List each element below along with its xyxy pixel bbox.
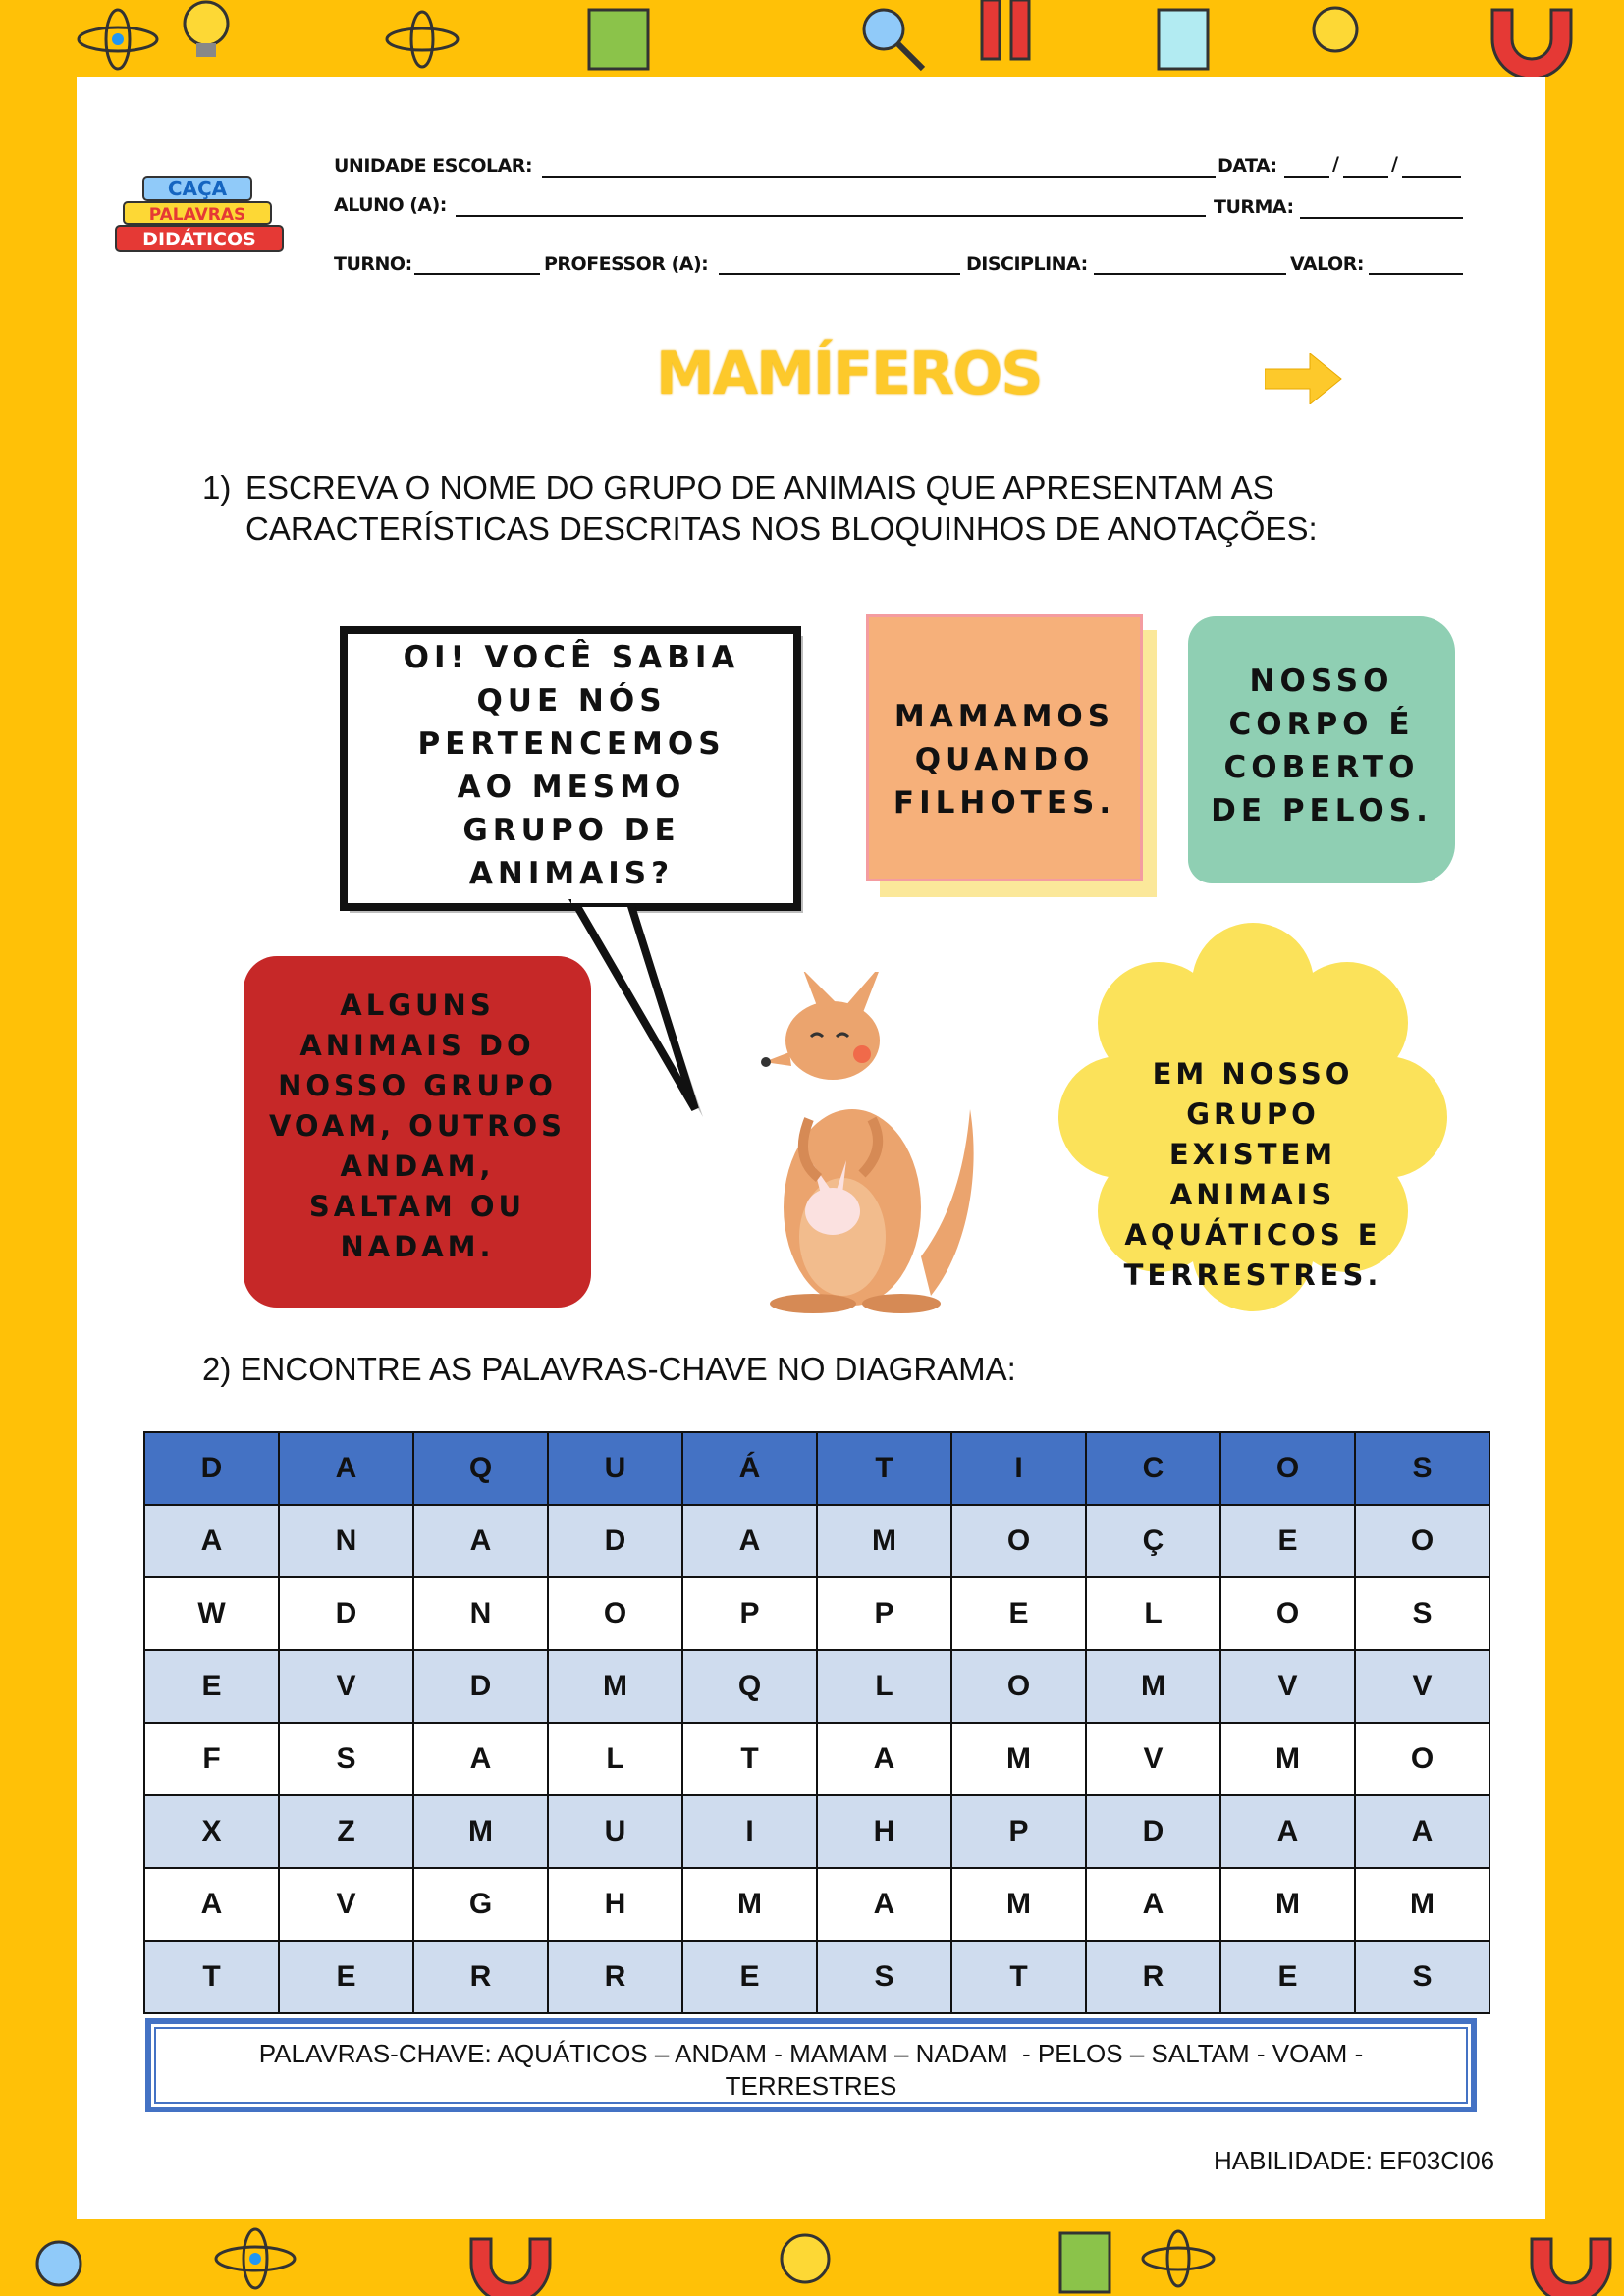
magnifier-icon [37, 2242, 81, 2285]
speech-line: PERTENCEMOS [417, 726, 726, 762]
grid-row [144, 1723, 1489, 1795]
grid-cell[interactable]: L [817, 1650, 951, 1723]
grid-cell[interactable]: A [144, 1505, 279, 1577]
grid-cell[interactable]: V [279, 1868, 413, 1941]
grid-cell[interactable]: H [548, 1868, 682, 1941]
grid-cell[interactable]: C [1086, 1432, 1220, 1505]
grid-cell[interactable]: A [413, 1505, 548, 1577]
grid-cell[interactable]: P [682, 1577, 817, 1650]
green-line: NOSSO [1249, 664, 1394, 699]
grid-cell[interactable]: A [817, 1868, 951, 1941]
beaker-icon [1159, 10, 1208, 69]
yellow-note-text [1056, 1054, 1449, 1296]
red-note-text [232, 986, 603, 1267]
professor-field[interactable] [719, 273, 960, 275]
grid-cell[interactable]: S [1355, 1432, 1489, 1505]
speech-line: ANIMAIS? [468, 856, 675, 891]
turno-field[interactable] [414, 273, 540, 275]
grid-cell[interactable]: D [279, 1577, 413, 1650]
grid-cell[interactable]: M [1086, 1650, 1220, 1723]
valor-field[interactable] [1369, 273, 1463, 275]
grid-cell[interactable]: I [682, 1795, 817, 1868]
grid-cell[interactable]: Q [413, 1432, 548, 1505]
logo-line3: DIDÁTICOS [142, 229, 256, 250]
grid-cell[interactable]: A [144, 1868, 279, 1941]
grid-cell[interactable]: E [1220, 1505, 1355, 1577]
atom-icon [1143, 2231, 1214, 2286]
red-line: VOAM, OUTROS [268, 1109, 567, 1143]
grid-cell[interactable]: I [951, 1432, 1086, 1505]
grid-row [144, 1505, 1489, 1577]
lightbulb-icon [185, 2, 228, 57]
grid-cell[interactable]: O [951, 1650, 1086, 1723]
flask-icon [1060, 2233, 1110, 2292]
yellow-line: ANIMAIS [1169, 1178, 1336, 1211]
yellow-line: TERRESTRES. [1123, 1258, 1382, 1292]
red-line: SALTAM OU [308, 1190, 526, 1223]
grid-cell[interactable]: F [144, 1723, 279, 1795]
question-1-number: 1) [202, 469, 232, 506]
grid-cell[interactable]: S [279, 1723, 413, 1795]
red-line: NOSSO GRUPO [278, 1069, 557, 1102]
speech-line: AO MESMO [457, 770, 686, 805]
grid-cell[interactable]: Q [682, 1650, 817, 1723]
grid-cell[interactable]: A [1086, 1868, 1220, 1941]
test-tube-icon [982, 0, 1029, 59]
logo-line2: PALAVRAS [148, 205, 246, 225]
grid-cell[interactable]: O [1355, 1723, 1489, 1795]
grid-cell[interactable]: S [1355, 1577, 1489, 1650]
disciplina-field[interactable] [1094, 273, 1286, 275]
keywords-line1: PALAVRAS-CHAVE: AQUÁTICOS – ANDAM - MAMAM – NADAM - PELOS – SALTAM - VOAM - [258, 2039, 1364, 2068]
unidade-escolar-label: UNIDADE ESCOLAR: [334, 155, 533, 177]
grid-cell[interactable]: R [1086, 1941, 1220, 2013]
grid-cell[interactable]: M [817, 1505, 951, 1577]
grid-cell[interactable]: T [144, 1941, 279, 2013]
orange-line: QUANDO [914, 742, 1095, 777]
grid-cell[interactable]: V [279, 1650, 413, 1723]
question-1-line2: CARACTERÍSTICAS DESCRITAS NOS BLOQUINHOS DE ANOTAÇÕES: [245, 510, 1318, 547]
grid-cell[interactable]: V [1086, 1723, 1220, 1795]
orange-note-text [866, 695, 1143, 825]
grid-cell[interactable]: R [413, 1941, 548, 2013]
green-note-text [1188, 660, 1455, 832]
keywords-box [145, 2018, 1477, 2112]
grid-cell[interactable]: E [951, 1577, 1086, 1650]
grid-cell[interactable]: U [548, 1795, 682, 1868]
grid-cell[interactable]: M [1220, 1868, 1355, 1941]
grid-row [144, 1868, 1489, 1941]
grid-cell[interactable]: D [144, 1432, 279, 1505]
flask-icon [589, 10, 648, 69]
aluno-label: ALUNO (A): [334, 194, 447, 216]
grid-cell[interactable]: T [951, 1941, 1086, 2013]
data-month-field[interactable] [1343, 176, 1388, 178]
yellow-line: GRUPO [1186, 1097, 1320, 1131]
question-2 [202, 1351, 1016, 1388]
grid-cell[interactable]: T [817, 1432, 951, 1505]
grid-row [144, 1795, 1489, 1868]
yellow-line: AQUÁTICOS E [1124, 1218, 1381, 1252]
grid-cell[interactable]: S [817, 1941, 951, 2013]
turma-label: TURMA: [1214, 196, 1294, 218]
disciplina-label: DISCIPLINA: [966, 253, 1088, 275]
worksheet [77, 77, 1545, 2219]
grid-cell[interactable]: O [1355, 1505, 1489, 1577]
grid-cell[interactable]: M [1220, 1723, 1355, 1795]
turma-field[interactable] [1300, 217, 1463, 219]
kangaroo-illustration [734, 972, 990, 1315]
orange-line: FILHOTES. [893, 785, 1116, 821]
grid-cell[interactable]: E [144, 1650, 279, 1723]
grid-cell[interactable]: O [1220, 1577, 1355, 1650]
grid-row [144, 1432, 1489, 1505]
grid-cell[interactable]: E [1220, 1941, 1355, 2013]
atom-icon [216, 2229, 295, 2288]
science-pattern-bottom [0, 2219, 1624, 2296]
red-line: ALGUNS [340, 988, 495, 1022]
grid-cell[interactable]: A [1355, 1795, 1489, 1868]
science-pattern-top [0, 0, 1624, 77]
grid-cell[interactable]: Z [279, 1795, 413, 1868]
orange-line: MAMAMOS [893, 699, 1115, 734]
caca-palavras-logo [114, 173, 291, 259]
question-2-text: ENCONTRE AS PALAVRAS-CHAVE NO DIAGRAMA: [240, 1351, 1016, 1387]
speech-line: QUE NÓS [476, 683, 667, 719]
atom-icon [387, 12, 458, 67]
grid-cell[interactable]: N [279, 1505, 413, 1577]
grid-cell[interactable]: M [951, 1868, 1086, 1941]
grid-cell[interactable]: O [1220, 1432, 1355, 1505]
data-sep-2: / [1391, 153, 1398, 175]
data-year-field[interactable] [1402, 176, 1461, 178]
grid-cell[interactable]: L [548, 1723, 682, 1795]
page-title: MAMÍFEROS [656, 340, 1042, 408]
grid-cell[interactable]: N [413, 1577, 548, 1650]
grid-row [144, 1577, 1489, 1650]
red-line: NADAM. [340, 1230, 495, 1263]
lightbulb-icon [1314, 8, 1357, 51]
grid-cell[interactable]: M [1355, 1868, 1489, 1941]
grid-cell[interactable]: E [682, 1941, 817, 2013]
question-2-number: 2) [202, 1351, 232, 1387]
grid-cell[interactable]: R [548, 1941, 682, 2013]
grid-cell[interactable]: M [682, 1868, 817, 1941]
yellow-line: EXISTEM [1168, 1138, 1337, 1171]
atom-icon [79, 10, 157, 69]
grid-cell[interactable]: O [548, 1577, 682, 1650]
grid-cell[interactable]: A [413, 1723, 548, 1795]
grid-cell[interactable]: Ç [1086, 1505, 1220, 1577]
professor-label: PROFESSOR (A): [544, 253, 709, 275]
green-line: DE PELOS. [1211, 793, 1433, 828]
grid-cell[interactable]: A [817, 1723, 951, 1795]
green-line: COBERTO [1223, 750, 1420, 785]
grid-cell[interactable]: M [951, 1723, 1086, 1795]
turno-label: TURNO: [334, 253, 412, 275]
arrow-right-icon [1265, 353, 1343, 404]
grid-cell[interactable]: D [1086, 1795, 1220, 1868]
grid-row [144, 1941, 1489, 2013]
valor-label: VALOR: [1290, 253, 1364, 275]
speech-line: GRUPO DE [462, 813, 680, 848]
speech-bubble-text [346, 636, 797, 895]
aluno-field[interactable] [456, 215, 1206, 217]
data-label: DATA: [1218, 155, 1277, 177]
grid-cell[interactable]: V [1355, 1650, 1489, 1723]
grid-cell[interactable]: D [413, 1650, 548, 1723]
grid-cell[interactable]: A [682, 1505, 817, 1577]
word-search-grid [143, 1431, 1490, 2014]
grid-cell[interactable]: W [144, 1577, 279, 1650]
magnet-icon [1492, 10, 1571, 77]
grid-cell[interactable]: P [817, 1577, 951, 1650]
grid-cell[interactable]: M [548, 1650, 682, 1723]
grid-cell[interactable]: M [413, 1795, 548, 1868]
grid-cell[interactable]: S [1355, 1941, 1489, 2013]
grid-cell[interactable]: E [279, 1941, 413, 2013]
data-day-field[interactable] [1284, 176, 1329, 178]
grid-cell[interactable]: V [1220, 1650, 1355, 1723]
lightbulb-icon [782, 2235, 829, 2282]
grid-cell[interactable]: G [413, 1868, 548, 1941]
grid-cell[interactable]: L [1086, 1577, 1220, 1650]
question-1-line1: ESCREVA O NOME DO GRUPO DE ANIMAIS QUE APRESENTAM AS [245, 469, 1274, 506]
red-line: ANDAM, [340, 1149, 495, 1183]
green-line: CORPO É [1228, 707, 1415, 742]
grid-cell[interactable]: P [951, 1795, 1086, 1868]
grid-cell[interactable]: A [279, 1432, 413, 1505]
keywords-line2: TERRESTRES [725, 2071, 897, 2101]
yellow-line: EM NOSSO [1152, 1057, 1354, 1091]
grid-row [144, 1650, 1489, 1723]
grid-cell[interactable]: A [1220, 1795, 1355, 1868]
speech-line: OI! VOCÊ SABIA [403, 640, 740, 675]
logo-line1: CAÇA [167, 177, 228, 200]
grid-cell[interactable]: O [951, 1505, 1086, 1577]
unidade-escolar-field[interactable] [542, 176, 1216, 178]
magnifier-icon [864, 10, 923, 69]
magnet-icon [1532, 2239, 1610, 2296]
keywords-inner [154, 2027, 1468, 2104]
data-sep-1: / [1332, 153, 1339, 175]
grid-cell[interactable]: D [548, 1505, 682, 1577]
grid-cell[interactable]: H [817, 1795, 951, 1868]
magnet-icon [471, 2239, 550, 2296]
grid-cell[interactable]: Á [682, 1432, 817, 1505]
grid-cell[interactable]: U [548, 1432, 682, 1505]
grid-cell[interactable]: X [144, 1795, 279, 1868]
red-line: ANIMAIS DO [299, 1029, 535, 1062]
grid-cell[interactable]: T [682, 1723, 817, 1795]
skill-code: HABILIDADE: EF03CI06 [1214, 2146, 1495, 2175]
